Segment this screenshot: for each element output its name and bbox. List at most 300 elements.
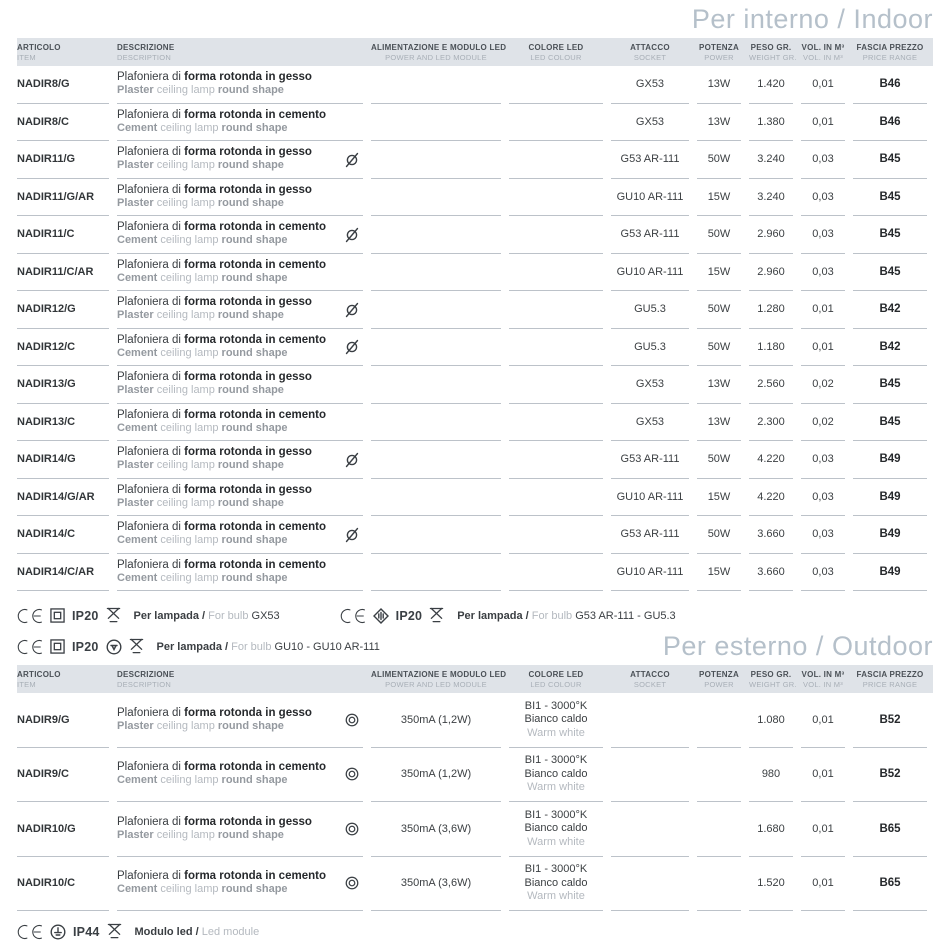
description-italian (117, 446, 312, 459)
volume-cell: 0,01 (801, 693, 845, 748)
table-row (17, 291, 933, 329)
led-colour-cell (509, 291, 603, 329)
description-en-material: Plaster (117, 828, 154, 841)
table-row (17, 802, 933, 857)
table-row (17, 366, 933, 404)
led-module-icon (345, 822, 359, 836)
description-italian (117, 184, 312, 197)
socket-cell: GX53 (611, 66, 689, 104)
description-it-prefix: Plafoniera di (117, 146, 185, 159)
led-colour-cell (509, 104, 603, 142)
diamond-icon (373, 608, 389, 624)
description-en-mid: ceiling lamp (157, 774, 222, 787)
row-badge (343, 526, 361, 543)
description-italian (117, 409, 326, 422)
description-en-shape: round shape (217, 828, 284, 841)
led-colour-cell (509, 366, 603, 404)
power-module-cell: 350mA (1,2W) (371, 693, 501, 748)
price-range-cell: B52 (853, 748, 927, 803)
description-it-bold: forma rotonda in gesso (184, 706, 312, 719)
power-cell: 50W (697, 441, 741, 479)
volume-cell: 0,03 (801, 179, 845, 217)
indoor-table-body (17, 66, 933, 591)
description-english (117, 347, 326, 360)
description-cell (117, 802, 363, 857)
description-italian (117, 296, 312, 309)
description-en-shape: round shape (221, 571, 288, 584)
power-cell: 50W (697, 141, 741, 179)
table-row (17, 216, 933, 254)
column-header-it: ARTICOLO (17, 670, 61, 679)
description-it-prefix: Plafoniera di (117, 761, 185, 774)
socket-cell: GX53 (611, 366, 689, 404)
led-colour-lines (525, 809, 588, 850)
description-text (117, 521, 326, 547)
description-it-prefix: Plafoniera di (117, 71, 185, 84)
description-en-material: Plaster (117, 719, 154, 732)
ce-icon (17, 608, 43, 624)
column-header-it: POTENZA (699, 670, 739, 679)
description-en-material: Cement (117, 774, 158, 787)
ce-icon (17, 639, 43, 655)
column-header-1 (117, 43, 363, 62)
column-header-en: SOCKET (633, 53, 667, 62)
description-en-material: Cement (117, 234, 158, 247)
description-en-material: Plaster (117, 196, 154, 209)
cert-label-value: GU10 - GU10 AR-111 (274, 640, 380, 653)
weight-cell: 1.680 (749, 802, 793, 857)
description-english (117, 159, 312, 172)
power-module-cell (371, 404, 501, 442)
row-badge (343, 876, 361, 890)
certification-group (17, 923, 259, 940)
description-it-bold: forma rotonda in cemento (184, 521, 326, 534)
power-module-cell (371, 329, 501, 367)
description-en-material: Plaster (117, 84, 154, 97)
power-module-cell (371, 554, 501, 592)
outdoor-section-title: Per esterno / Outdoor (662, 631, 933, 661)
led-module-icon (345, 713, 359, 727)
weight-cell: 1.380 (749, 104, 793, 142)
description-english (117, 829, 312, 842)
led-colour-cell (509, 441, 603, 479)
description-en-shape: round shape (217, 719, 284, 732)
description-english (117, 384, 312, 397)
outdoor-table-body (17, 693, 933, 911)
description-it-prefix: Plafoniera di (117, 183, 185, 196)
price-range-cell: B52 (853, 693, 927, 748)
indoor-cert-zone (17, 601, 933, 662)
description-en-material: Cement (117, 271, 158, 284)
volume-cell: 0,01 (801, 857, 845, 912)
column-header-en: SOCKET (633, 680, 667, 689)
weight-cell: 2.960 (749, 254, 793, 292)
description-text (117, 259, 326, 285)
column-header-it: PESO GR. (750, 670, 792, 679)
socket-cell (611, 857, 689, 912)
description-text (117, 296, 312, 322)
description-text (117, 334, 326, 360)
description-it-prefix: Plafoniera di (117, 446, 185, 459)
price-range-cell: B49 (853, 554, 927, 592)
column-header-en: PRICE RANGE (862, 53, 918, 62)
description-en-shape: round shape (221, 234, 288, 247)
description-en-shape: round shape (217, 459, 284, 472)
weight-cell: 3.240 (749, 141, 793, 179)
table-row (17, 857, 933, 912)
led-colour-lines (525, 700, 588, 741)
description-en-mid: ceiling lamp (157, 421, 222, 434)
description-en-material: Plaster (117, 496, 154, 509)
column-header-it: ALIMENTAZIONE E MODULO LED (371, 670, 507, 679)
description-english (117, 422, 326, 435)
description-english (117, 84, 312, 97)
socket-cell: GU10 AR-111 (611, 554, 689, 592)
power-cell: 13W (697, 66, 741, 104)
certification-label (157, 641, 380, 653)
description-it-prefix: Plafoniera di (117, 870, 185, 883)
description-en-mid: ceiling lamp (157, 571, 222, 584)
power-module-cell: 350mA (1,2W) (371, 748, 501, 803)
description-en-mid: ceiling lamp (153, 384, 218, 397)
power-cell: 15W (697, 179, 741, 217)
volume-cell: 0,02 (801, 366, 845, 404)
led-colour-cell (509, 802, 603, 857)
description-it-bold: forma rotonda in gesso (184, 446, 312, 459)
description-en-material: Plaster (117, 309, 154, 322)
table-row (17, 693, 933, 748)
description-italian (117, 334, 326, 347)
dimmable-icon (344, 338, 360, 355)
column-header-it: FASCIA PREZZO (856, 43, 924, 52)
weight-cell: 1.080 (749, 693, 793, 748)
description-en-shape: round shape (221, 421, 288, 434)
description-cell (117, 554, 363, 592)
description-text (117, 761, 326, 787)
description-it-prefix: Plafoniera di (117, 521, 185, 534)
description-english (117, 720, 312, 733)
description-english (117, 534, 326, 547)
led-colour-cell (509, 179, 603, 217)
power-cell: 50W (697, 291, 741, 329)
column-header-6 (749, 670, 797, 689)
ip-rating: IP44 (73, 924, 100, 939)
led-colour-cell (509, 693, 603, 748)
price-range-cell: B42 (853, 329, 927, 367)
description-text (117, 870, 326, 896)
column-header-en: WEIGHT GR. (749, 680, 797, 689)
article-cell: NADIR10/C (17, 857, 109, 912)
description-italian (117, 521, 326, 534)
crossed-lamp-icon (129, 638, 144, 655)
description-italian (117, 484, 312, 497)
weight-cell: 1.520 (749, 857, 793, 912)
column-header-en: LED COLOUR (530, 680, 582, 689)
row-badge (343, 151, 361, 168)
column-header-5 (697, 43, 741, 62)
led-colour-cell (509, 554, 603, 592)
price-range-cell: B45 (853, 254, 927, 292)
certification-group (17, 638, 380, 655)
column-header-6 (749, 43, 797, 62)
column-header-it: POTENZA (699, 43, 739, 52)
column-header-en: LED COLOUR (530, 53, 582, 62)
crossed-lamp-icon (107, 923, 122, 940)
description-en-mid: ceiling lamp (153, 159, 218, 172)
description-cell (117, 216, 363, 254)
power-module-cell (371, 104, 501, 142)
power-module-cell (371, 291, 501, 329)
led-colour-english: Warm white (527, 890, 585, 902)
socket-cell (611, 802, 689, 857)
power-cell (697, 802, 741, 857)
power-module-cell: 350mA (3,6W) (371, 802, 501, 857)
volume-cell: 0,02 (801, 404, 845, 442)
power-module-cell (371, 66, 501, 104)
price-range-cell: B45 (853, 141, 927, 179)
description-en-material: Plaster (117, 459, 154, 472)
price-range-cell: B46 (853, 104, 927, 142)
description-it-prefix: Plafoniera di (117, 706, 185, 719)
led-colour-cell (509, 141, 603, 179)
description-it-bold: forma rotonda in cemento (184, 108, 326, 121)
column-header-3 (509, 43, 603, 62)
led-module-icon (345, 876, 359, 890)
power-cell: 15W (697, 254, 741, 292)
description-text (117, 446, 312, 472)
volume-cell: 0,01 (801, 291, 845, 329)
volume-cell: 0,01 (801, 329, 845, 367)
description-english (117, 272, 326, 285)
led-colour-cell (509, 857, 603, 912)
description-en-shape: round shape (221, 271, 288, 284)
description-italian (117, 761, 326, 774)
column-header-2 (371, 670, 507, 689)
description-cell (117, 404, 363, 442)
description-italian (117, 221, 326, 234)
cert-label-italian: Modulo led / (134, 925, 199, 938)
article-cell: NADIR8/G (17, 66, 109, 104)
recessed-icon (106, 639, 122, 655)
description-cell (117, 329, 363, 367)
description-text (117, 71, 312, 97)
row-badge (343, 301, 361, 318)
outdoor-table-header (17, 665, 933, 693)
led-colour-code: BI1 - 3000°K (524, 863, 588, 875)
column-header-5 (697, 670, 741, 689)
power-cell: 15W (697, 554, 741, 592)
description-italian (117, 259, 326, 272)
table-row (17, 404, 933, 442)
price-range-cell: B45 (853, 216, 927, 254)
description-english (117, 309, 312, 322)
cert-label-english: For bulb (228, 640, 275, 653)
ip-rating: IP20 (72, 608, 99, 623)
price-range-cell: B49 (853, 479, 927, 517)
description-text (117, 184, 312, 210)
description-cell (117, 479, 363, 517)
socket-cell: G53 AR-111 (611, 441, 689, 479)
description-en-mid: ceiling lamp (153, 828, 218, 841)
column-header-en: POWER AND LED MODULE (385, 680, 487, 689)
description-it-bold: forma rotonda in gesso (184, 371, 312, 384)
led-colour-code: BI1 - 3000°K (524, 699, 588, 712)
description-cell (117, 366, 363, 404)
description-en-material: Plaster (117, 384, 154, 397)
price-range-cell: B49 (853, 516, 927, 554)
article-cell: NADIR11/C (17, 216, 109, 254)
description-text (117, 371, 312, 397)
indoor-table-header (17, 38, 933, 66)
ce-icon (340, 608, 366, 624)
description-it-prefix: Plafoniera di (117, 815, 185, 828)
power-module-cell (371, 366, 501, 404)
weight-cell: 3.660 (749, 554, 793, 592)
earth-icon (50, 924, 66, 940)
led-colour-cell (509, 66, 603, 104)
socket-cell: G53 AR-111 (611, 516, 689, 554)
volume-cell: 0,03 (801, 254, 845, 292)
description-cell (117, 857, 363, 912)
description-it-prefix: Plafoniera di (117, 108, 185, 121)
column-header-2 (371, 43, 507, 62)
volume-cell: 0,03 (801, 479, 845, 517)
description-it-bold: forma rotonda in cemento (184, 558, 326, 571)
volume-cell: 0,03 (801, 141, 845, 179)
ip-rating: IP20 (72, 639, 99, 654)
column-header-7 (801, 670, 845, 689)
description-italian (117, 71, 312, 84)
price-range-cell: B42 (853, 291, 927, 329)
weight-cell: 1.420 (749, 66, 793, 104)
ip-rating: IP20 (395, 608, 423, 623)
cert-label-value: G53 AR-111 - GU5.3 (575, 609, 676, 622)
power-cell: 13W (697, 366, 741, 404)
description-cell (117, 291, 363, 329)
description-en-mid: ceiling lamp (157, 883, 222, 896)
column-header-4 (611, 43, 689, 62)
row-badge (343, 822, 361, 836)
description-en-shape: round shape (221, 121, 288, 134)
outdoor-cert-line (17, 917, 933, 946)
description-en-mid: ceiling lamp (153, 719, 218, 732)
volume-cell: 0,01 (801, 104, 845, 142)
description-it-prefix: Plafoniera di (117, 258, 185, 271)
led-colour-italian: Bianco caldo (524, 713, 588, 725)
description-en-mid: ceiling lamp (157, 121, 222, 134)
description-en-shape: round shape (221, 534, 288, 547)
article-cell: NADIR11/G (17, 141, 109, 179)
socket-cell: GU10 AR-111 (611, 179, 689, 217)
description-en-material: Cement (117, 121, 158, 134)
price-range-cell: B65 (853, 802, 927, 857)
socket-cell: GU10 AR-111 (611, 254, 689, 292)
article-cell: NADIR14/C (17, 516, 109, 554)
power-cell (697, 693, 741, 748)
column-header-it: ARTICOLO (17, 43, 61, 52)
description-italian (117, 816, 312, 829)
column-header-8 (853, 670, 927, 689)
description-en-material: Plaster (117, 159, 154, 172)
column-header-it: DESCRIZIONE (117, 43, 175, 52)
crossed-lamp-icon (429, 607, 444, 624)
volume-cell: 0,03 (801, 441, 845, 479)
indoor-cert-line-1 (17, 601, 933, 630)
description-italian (117, 707, 312, 720)
article-cell: NADIR12/C (17, 329, 109, 367)
column-header-en: POWER (704, 680, 734, 689)
certification-label (134, 610, 280, 622)
power-module-cell (371, 216, 501, 254)
description-en-material: Cement (117, 571, 158, 584)
description-en-shape: round shape (221, 774, 288, 787)
description-it-prefix: Plafoniera di (117, 558, 185, 571)
column-header-it: PESO GR. (750, 43, 792, 52)
column-header-it: ATTACCO (630, 670, 670, 679)
price-range-cell: B46 (853, 66, 927, 104)
power-module-cell (371, 441, 501, 479)
weight-cell: 4.220 (749, 479, 793, 517)
article-cell: NADIR9/C (17, 748, 109, 803)
column-header-4 (611, 670, 689, 689)
description-english (117, 883, 326, 896)
description-cell (117, 748, 363, 803)
certification-group (17, 607, 280, 624)
description-en-shape: round shape (217, 309, 284, 322)
article-cell: NADIR14/G/AR (17, 479, 109, 517)
table-row (17, 516, 933, 554)
led-colour-italian: Bianco caldo (524, 822, 588, 834)
description-it-prefix: Plafoniera di (117, 408, 185, 421)
price-range-cell: B45 (853, 179, 927, 217)
column-header-en: ITEM (17, 680, 36, 689)
dimmable-icon (344, 151, 360, 168)
table-row (17, 66, 933, 104)
row-badge (343, 226, 361, 243)
power-cell (697, 748, 741, 803)
description-it-bold: forma rotonda in cemento (184, 870, 326, 883)
column-header-it: COLORE LED (528, 670, 584, 679)
volume-cell: 0,03 (801, 216, 845, 254)
socket-cell: GU5.3 (611, 291, 689, 329)
column-header-it: ALIMENTAZIONE E MODULO LED (371, 43, 507, 52)
dimmable-icon (344, 226, 360, 243)
description-italian (117, 870, 326, 883)
led-colour-english: Warm white (527, 835, 585, 848)
power-module-cell (371, 141, 501, 179)
led-colour-italian: Bianco caldo (524, 767, 588, 780)
column-header-7 (801, 43, 845, 62)
description-it-bold: forma rotonda in gesso (184, 71, 312, 84)
led-colour-code: BI1 - 3000°K (524, 754, 588, 766)
description-it-bold: forma rotonda in gesso (184, 146, 312, 159)
price-range-cell: B49 (853, 441, 927, 479)
description-it-bold: forma rotonda in gesso (184, 296, 312, 309)
cert-label-english: Led module (198, 925, 260, 938)
column-header-en: PRICE RANGE (862, 680, 918, 689)
column-header-0 (17, 670, 109, 689)
led-colour-cell (509, 748, 603, 803)
description-italian (117, 109, 326, 122)
crossed-lamp-icon (106, 607, 121, 624)
description-it-prefix: Plafoniera di (117, 333, 185, 346)
power-module-cell: 350mA (3,6W) (371, 857, 501, 912)
power-module-cell (371, 179, 501, 217)
table-row (17, 748, 933, 803)
power-cell (697, 857, 741, 912)
row-badge (343, 767, 361, 781)
socket-cell: G53 AR-111 (611, 216, 689, 254)
